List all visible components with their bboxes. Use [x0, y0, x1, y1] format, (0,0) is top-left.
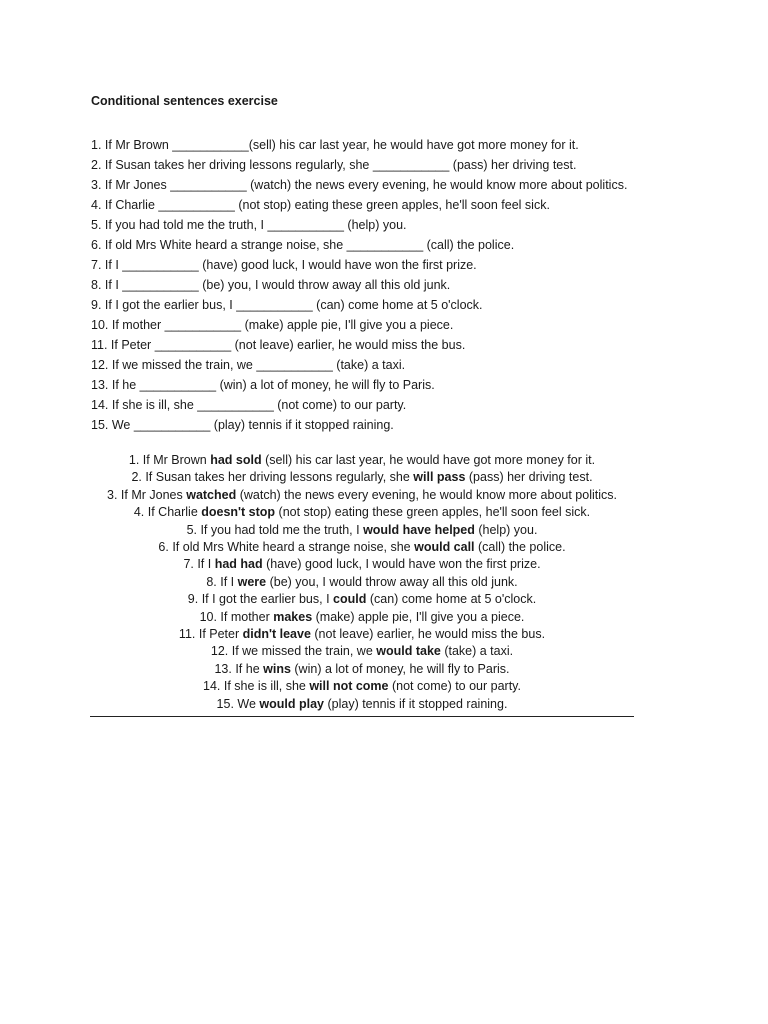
page-title: Conditional sentences exercise	[91, 94, 278, 108]
answer-bold: were	[237, 574, 267, 589]
exercise-item: 3. If Mr Jones ___________ (watch) the news every evening, he would know more about politics.	[91, 178, 628, 192]
answer-after: (can) come home at 5 o'clock.	[366, 592, 537, 607]
answer-before: 12. If we missed the train, we	[210, 644, 377, 659]
answer-bold: would take	[376, 644, 441, 659]
exercise-item: 7. If I ___________ (have) good luck, I would have won the first prize.	[91, 258, 477, 272]
answer-bold: would have helped	[363, 522, 475, 537]
answer-after: (sell) his car last year, he would have got more money for it.	[261, 453, 596, 467]
answer-after: (be) you, I would throw away all this old junk.	[266, 574, 518, 589]
exercise-item: 9. If I got the earlier bus, I ___________ (can) come home at 5 o'clock.	[91, 298, 483, 312]
answer-before: 15. We	[216, 696, 260, 711]
answer-before: 1. If Mr Brown	[128, 453, 211, 467]
answer-item	[90, 678, 634, 695]
answer-after: (not stop) eating these green apples, he'll soon feel sick.	[275, 505, 591, 520]
answer-before: 2. If Susan takes her driving lessons regularly, she	[131, 470, 414, 485]
exercise-item: 1. If Mr Brown ___________(sell) his car last year, he would have got more money for it.	[91, 138, 579, 152]
answer-item	[90, 574, 634, 591]
answer-bold: makes	[273, 609, 313, 624]
answer-after: (have) good luck, I would have won the first prize.	[262, 557, 541, 572]
answer-key	[90, 452, 634, 717]
exercise-item: 12. If we missed the train, we ___________ (take) a taxi.	[91, 358, 406, 372]
answer-after: (win) a lot of money, he will fly to Paris.	[290, 661, 510, 676]
exercise-item: 2. If Susan takes her driving lessons regularly, she ___________ (pass) her driving test.	[91, 158, 577, 172]
answer-before: 4. If Charlie	[133, 505, 202, 520]
answer-after: (help) you.	[474, 522, 538, 537]
answer-item	[90, 522, 634, 539]
answer-bold: would call	[414, 540, 475, 555]
answer-after: (call) the police.	[474, 540, 566, 555]
answer-item	[90, 452, 634, 469]
answer-bold: wins	[263, 661, 291, 676]
answer-after: (not leave) earlier, he would miss the bus.	[310, 627, 546, 642]
answer-before: 14. If she is ill, she	[203, 679, 310, 694]
answer-bold: could	[333, 592, 367, 607]
answer-item	[90, 556, 634, 573]
answer-bold: doesn't stop	[201, 505, 276, 520]
answer-before: 10. If mother	[199, 609, 274, 624]
answer-item	[90, 591, 634, 608]
answer-bold: will pass	[413, 470, 466, 485]
answer-before: 8. If I	[206, 574, 238, 589]
answer-item	[90, 696, 634, 713]
exercise-list	[91, 135, 627, 435]
answer-before: 9. If I got the earlier bus, I	[187, 592, 334, 607]
answer-after: (watch) the news every evening, he would know more about politics.	[236, 487, 617, 502]
answer-item	[90, 504, 634, 521]
answer-bold: had sold	[210, 453, 262, 467]
answer-bold: will not come	[309, 679, 389, 694]
answer-item	[90, 469, 634, 486]
exercise-item: 15. We ___________ (play) tennis if it stopped raining.	[91, 418, 394, 432]
answer-after: (make) apple pie, I'll give you a piece.	[312, 609, 525, 624]
answer-before: 3. If Mr Jones	[107, 487, 187, 502]
answer-after: (take) a taxi.	[440, 644, 514, 659]
exercise-item: 8. If I ___________ (be) you, I would throw away all this old junk.	[91, 278, 451, 292]
exercise-item: 14. If she is ill, she ___________ (not come) to our party.	[91, 398, 407, 412]
exercise-item: 10. If mother ___________ (make) apple pie, I'll give you a piece.	[91, 318, 454, 332]
exercise-item: 6. If old Mrs White heard a strange noise, she ___________ (call) the police.	[91, 238, 515, 252]
answer-bold: would play	[259, 696, 324, 711]
answer-before: 13. If he	[214, 661, 264, 676]
answer-before: 5. If you had told me the truth, I	[186, 522, 364, 537]
answer-before: 11. If Peter	[178, 627, 243, 642]
exercise-item: 5. If you had told me the truth, I ___________ (help) you.	[91, 218, 407, 232]
answer-bold: had had	[214, 557, 263, 572]
answer-bold: didn't leave	[242, 627, 311, 642]
answer-before: 6. If old Mrs White heard a strange noise, she	[158, 540, 415, 555]
answer-bold: watched	[186, 487, 237, 502]
answer-after: (not come) to our party.	[388, 679, 521, 694]
answer-after: (play) tennis if it stopped raining.	[324, 696, 508, 711]
answer-item	[90, 539, 634, 556]
answer-before: 7. If I	[183, 557, 215, 572]
exercise-item: 4. If Charlie ___________ (not stop) eating these green apples, he'll soon feel sick.	[91, 198, 550, 212]
exercise-item: 11. If Peter ___________ (not leave) earlier, he would miss the bus.	[91, 338, 466, 352]
answer-item	[90, 661, 634, 678]
answer-item	[90, 487, 634, 504]
answer-after: (pass) her driving test.	[465, 470, 593, 485]
answer-item	[90, 626, 634, 643]
answer-item	[90, 609, 634, 626]
exercise-item: 13. If he ___________ (win) a lot of money, he will fly to Paris.	[91, 378, 435, 392]
answer-item	[90, 643, 634, 660]
